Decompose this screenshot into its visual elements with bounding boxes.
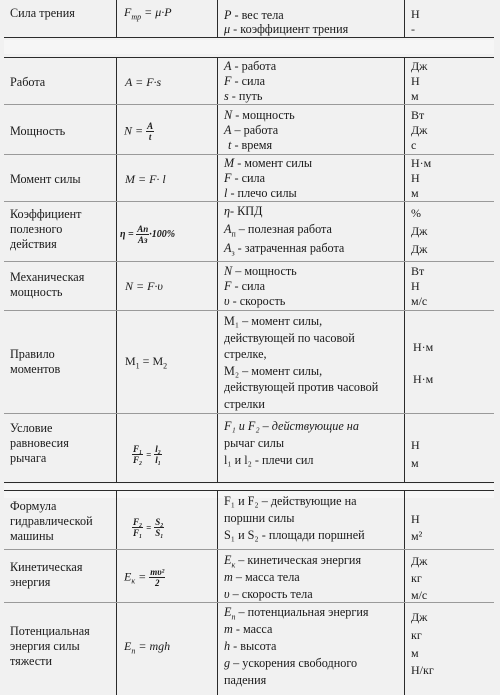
unit: Дж <box>411 59 428 73</box>
row-hydraulic-formula: $\frac{\text{F₂}}{\text{F₁}}$ = $\frac{\text{S₂}}{\text{S₁}}$ <box>133 517 164 538</box>
unit: кг <box>411 571 422 585</box>
var-line: $E_к$ – кинетическая энергия <box>224 553 362 570</box>
unit: м <box>411 646 419 660</box>
unit: - <box>411 22 415 36</box>
row-power-name: Мощность <box>10 124 66 138</box>
row-mech-power-name: Механическая мощность <box>10 270 85 299</box>
unit: м <box>411 89 419 103</box>
var-line: η- КПД <box>224 204 263 218</box>
unit: Н·м <box>411 156 432 170</box>
var-line: l - плечо силы <box>224 186 297 200</box>
var-line: m – масса тела <box>224 570 300 584</box>
var-line: A – работа <box>224 123 279 137</box>
row-work-formula: A = F·s <box>125 75 162 89</box>
var-block: F₁ и F₂ – действующие на поршни силы S₁ и S₂ - площади поршней <box>224 494 365 542</box>
row-hydraulic-name: Формула гидравлической машины <box>10 499 93 543</box>
unit: м <box>411 456 419 470</box>
unit: Н <box>411 171 420 185</box>
var-line: F - сила <box>224 279 266 293</box>
var-line: h - высота <box>224 639 277 653</box>
unit: м <box>411 186 419 200</box>
unit: Дж <box>411 123 428 137</box>
var-block: F₁ и F₂ – действующие на рычаг силы l₁ и l₂ - плечи сил <box>224 419 359 467</box>
unit: Н <box>411 279 420 293</box>
row-lever-formula: $\frac{\text{F₁}}{\text{F₂}}$ = $\frac{\text{l₂}}{\text{l₁}}$ <box>133 444 161 465</box>
unit: % <box>411 206 421 220</box>
unit: Дж <box>411 610 428 624</box>
var-line: μ - коэффициент трения <box>224 22 349 36</box>
row-friction <box>4 0 494 38</box>
var-line: m - масса <box>224 622 273 636</box>
var-line: P - вес тела <box>224 8 284 22</box>
row-potential-formula: $E_п$ = mgh <box>124 639 171 656</box>
unit: кг <box>411 628 422 642</box>
unit: Н <box>411 438 420 452</box>
row-work-name: Работа <box>10 75 46 89</box>
var-line: F - сила <box>224 171 266 185</box>
table-lower <box>4 490 494 695</box>
row-lever-name: Условие равновесия рычага <box>10 421 69 465</box>
var-line: υ – скорость тела <box>224 587 313 601</box>
unit: Вт <box>411 108 425 122</box>
var-line: $E_п$ – потенциальная энергия <box>224 605 369 622</box>
unit: м² <box>411 529 423 543</box>
var-line: N - мощность <box>224 108 295 122</box>
var-line: A - работа <box>224 59 277 73</box>
row-moments-rule-formula: $M_1 = M_2$ <box>125 354 168 371</box>
unit: Н/кг <box>411 663 434 677</box>
var-block: M₁ – момент силы, действующей по часовой стрелке, M₂ – момент силы, действующей против часовой стрелки <box>224 314 379 411</box>
table-main <box>4 57 494 483</box>
var-line: υ - скорость <box>224 294 286 308</box>
var-line: N – мощность <box>224 264 297 278</box>
row-kinetic-formula: $E_к$ = $\frac{\text{mυ²}}{2}$ <box>124 567 165 588</box>
var-line: $A_з$ - затраченная работа <box>224 241 345 258</box>
row-efficiency-formula: η = $\frac{Aп}{Aз}$ ·100% <box>120 224 176 245</box>
row-kinetic-name: Кинетическая энергия <box>10 560 83 589</box>
row-moment-name: Момент силы <box>10 172 81 186</box>
unit: Н·м <box>413 372 434 386</box>
unit: Н <box>411 74 420 88</box>
row-name: Сила трения <box>10 6 75 20</box>
var-line: F - сила <box>224 74 266 88</box>
var-line: падения <box>224 673 267 687</box>
var-line: $A_п$ – полезная работа <box>224 222 332 239</box>
unit: Н·м <box>413 340 434 354</box>
unit: м/с <box>411 588 428 602</box>
var-line: g – ускорения свободного <box>224 656 358 670</box>
var-line: t - время <box>228 138 273 152</box>
unit: Н <box>411 7 420 21</box>
row-efficiency-name: Коэффициент полезного действия <box>10 207 82 251</box>
row-moments-rule-name: Правило моментов <box>10 347 61 376</box>
unit: Дж <box>411 224 428 238</box>
var-line: s - путь <box>224 89 263 103</box>
row-formula: $F_{тр} = \mu\cdot P$ <box>124 5 172 22</box>
unit: Вт <box>411 264 425 278</box>
row-potential-name: Потенциальная энергия силы тяжести <box>10 624 90 668</box>
row-moment-formula: M = F· l <box>125 172 166 186</box>
var-line: M - момент силы <box>224 156 313 170</box>
unit: Н <box>411 512 420 526</box>
row-power-formula: N = $\frac{A}{t}$ <box>124 121 154 142</box>
row-mech-power-formula: N = F·υ <box>125 279 163 293</box>
unit: с <box>411 138 417 152</box>
unit: Дж <box>411 554 428 568</box>
unit: м/с <box>411 294 428 308</box>
unit: Дж <box>411 242 428 256</box>
